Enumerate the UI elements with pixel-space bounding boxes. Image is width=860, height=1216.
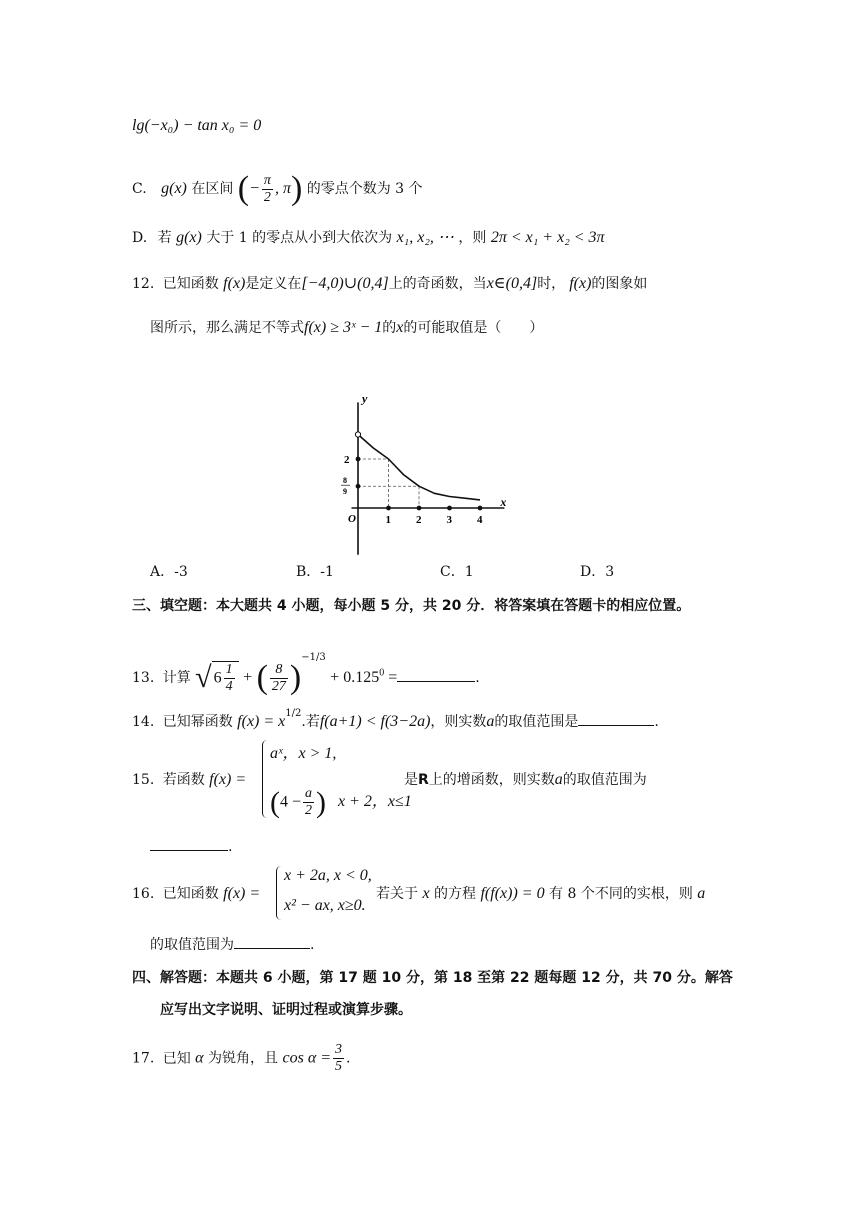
- q12-option-c: C．1: [440, 564, 474, 580]
- q12-option-a: A．-3: [150, 564, 188, 580]
- y-tick-dot: [356, 457, 361, 462]
- q15-case2: x + 2，x≤1: [338, 793, 412, 810]
- q12-line2: 图所示，那么满足不等式f(x) ≥ 3ˣ − 1的x的可能取值是（ ）: [150, 319, 544, 336]
- x-tick-dot: [447, 506, 452, 511]
- q15-case2-coef: (4 − $\frac{a}{2}$ ): [270, 785, 327, 819]
- section3-heading: 三、填空题：本大题共 4 小题，每小题 5 分，共 20 分．将答案填在答题卡的相应位置。: [132, 598, 691, 614]
- open-point: [355, 432, 360, 437]
- section4-heading-line2: 应写出文字说明、证明过程或演算步骤。: [160, 1002, 412, 1018]
- x-tick-dot: [417, 506, 422, 511]
- q16: 16. 已知函数 f(x) =: [132, 885, 261, 902]
- q13: 13. 计算 √ 6 $\frac{1}{4}$ + ( $\frac{8}{27}$ )$^{-1/3} + 0.125^0$ = .: [132, 652, 480, 696]
- function-curve: [358, 435, 480, 500]
- y-axis-label: y: [362, 391, 368, 406]
- x-tick-label: 3: [446, 514, 452, 526]
- q14: 14. 已知幂函数 $f(x) = x^{1/2}$.若f(a+1) < f(3−2a)，则实数a的取值范围是 .: [132, 708, 659, 730]
- x-axis-label: x: [500, 495, 507, 509]
- q12-option-d: D．3: [580, 564, 615, 580]
- q11-option-c: C. g(x) 在区间 (− $\frac{\pi}{2}$ , π) 的零点个数为 3 个: [132, 170, 423, 207]
- x-tick-label: 1: [385, 514, 391, 526]
- y-tick-label-denominator: 9: [343, 487, 347, 497]
- x-tick-label: 4: [477, 514, 483, 526]
- x-tick-dot: [386, 506, 391, 511]
- q11-option-d: D. 若 g(x) 大于 1 的零点从小到大依次为 x₁, x₂, ⋯ ，则 2π < x₁ + x₂ < 3π: [132, 229, 605, 246]
- q16-case2: x² − ax, x≥0.: [284, 897, 366, 914]
- x-tick-dot: [478, 506, 483, 511]
- q15-blank: .: [150, 836, 232, 857]
- q17: 17. 已知 α 为锐角，且 cos α = $\frac{3}{5}$ .: [132, 1042, 351, 1074]
- q15-case1: aˣ，x > 1,: [270, 745, 337, 762]
- q12-line1: 12. 已知函数 f(x)是定义在[−4,0)∪(0,4]上的奇函数，当x∈(0,4]时， f(x)的图象如: [132, 275, 648, 292]
- q15: 15. 若函数 f(x) =: [132, 771, 247, 788]
- y-tick-label-numerator: 8: [343, 476, 347, 486]
- q15-tail-text: 是R上的增函数，则实数a的取值范围为: [404, 771, 647, 788]
- x-tick-label: 2: [416, 514, 422, 526]
- section4-heading-line1: 四、解答题：本题共 6 小题，第 17 题 10 分，第 18 至第 22 题每题 12 分，共 70 分。解答: [132, 970, 733, 986]
- q11-equation: lg(−x₀) − tan x₀ = 0: [132, 117, 262, 134]
- function-graph: [320, 358, 540, 558]
- origin-label: O: [348, 513, 356, 525]
- y-tick-label: 2: [344, 454, 350, 466]
- q16-case1: x + 2a, x < 0,: [284, 867, 372, 884]
- q12-option-b: B．-1: [296, 564, 334, 580]
- q16-line2: 的取值范围为 .: [150, 934, 314, 955]
- y-tick-dot: [356, 484, 361, 489]
- q16-tail: 若关于 x 的方程 f(f(x)) = 0 有 8 个不同的实根，则 a: [376, 885, 706, 902]
